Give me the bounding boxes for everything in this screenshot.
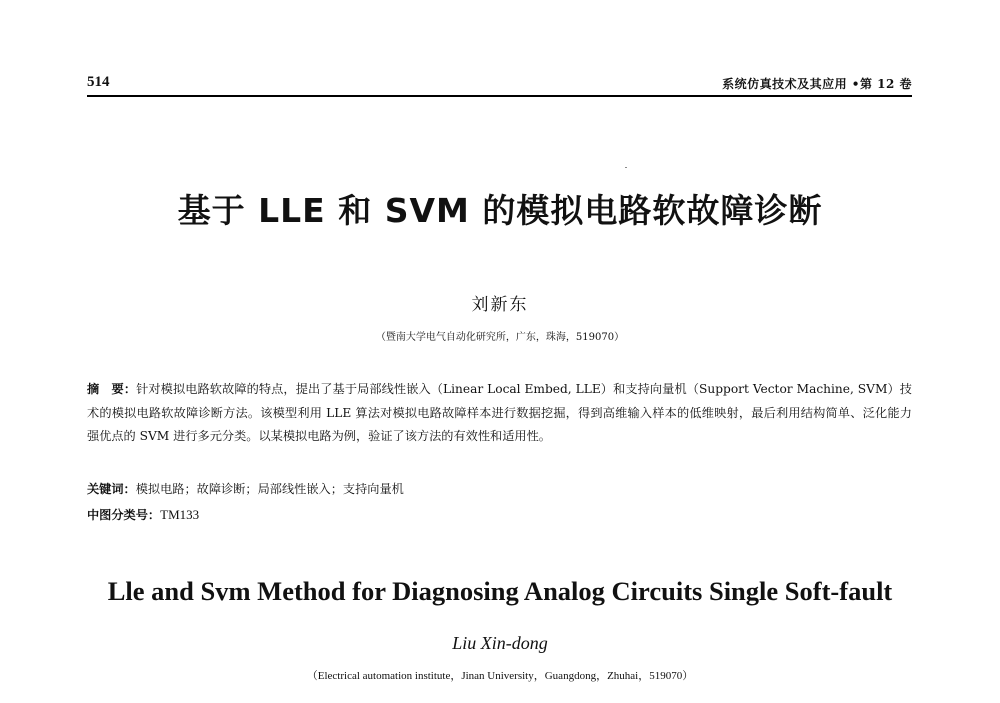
chinese-author: 刘新东 <box>471 295 529 315</box>
chinese-affiliation: （暨南大学电气自动化研究所，广东，珠海，519070） <box>375 332 625 343</box>
scan-speck <box>625 167 627 168</box>
classification-line <box>87 505 912 525</box>
abstract-text: 针对模拟电路软故障的特点，提出了基于局部线性嵌入（Linear Local Embed, LLE）和支持向量机（Support Vector Machine, SVM）技术的模拟电路软故障诊断方法。该模型利用 LLE 算法对模拟电路故障样本进行数据挖掘，得到高维输入样本的低维映射，最后利用结构简单、泛化能力强优点的 SVM 进行多元分类。以某模拟电路为例，验证了该方法的有效性和适用性。 <box>87 382 912 444</box>
english-author: Liu Xin-dong <box>452 633 548 653</box>
keywords-label: 关键词： <box>87 482 136 496</box>
page-number: 514 <box>87 74 110 90</box>
chinese-title: 基于 LLE 和 SVM 的模拟电路软故障诊断 <box>177 191 823 230</box>
keywords-line <box>87 479 912 499</box>
header-rule <box>87 95 912 97</box>
chinese-abstract <box>87 378 912 449</box>
keywords-text: 模拟电路；故障诊断；局部线性嵌入；支持向量机 <box>135 482 404 496</box>
english-title: Lle and Svm Method for Diagnosing Analog Circuits Single Soft-fault <box>107 576 893 606</box>
english-affiliation: （Electrical automation institute，Jinan University，Guangdong，Zhuhai，519070） <box>306 670 694 682</box>
running-header <box>87 72 912 92</box>
classification-code: TM133 <box>160 507 200 522</box>
classification-label: 中图分类号： <box>87 508 161 522</box>
abstract-label: 摘 要： <box>87 382 137 396</box>
journal-name: 系统仿真技术及其应用 •第 12 卷 <box>722 77 912 91</box>
